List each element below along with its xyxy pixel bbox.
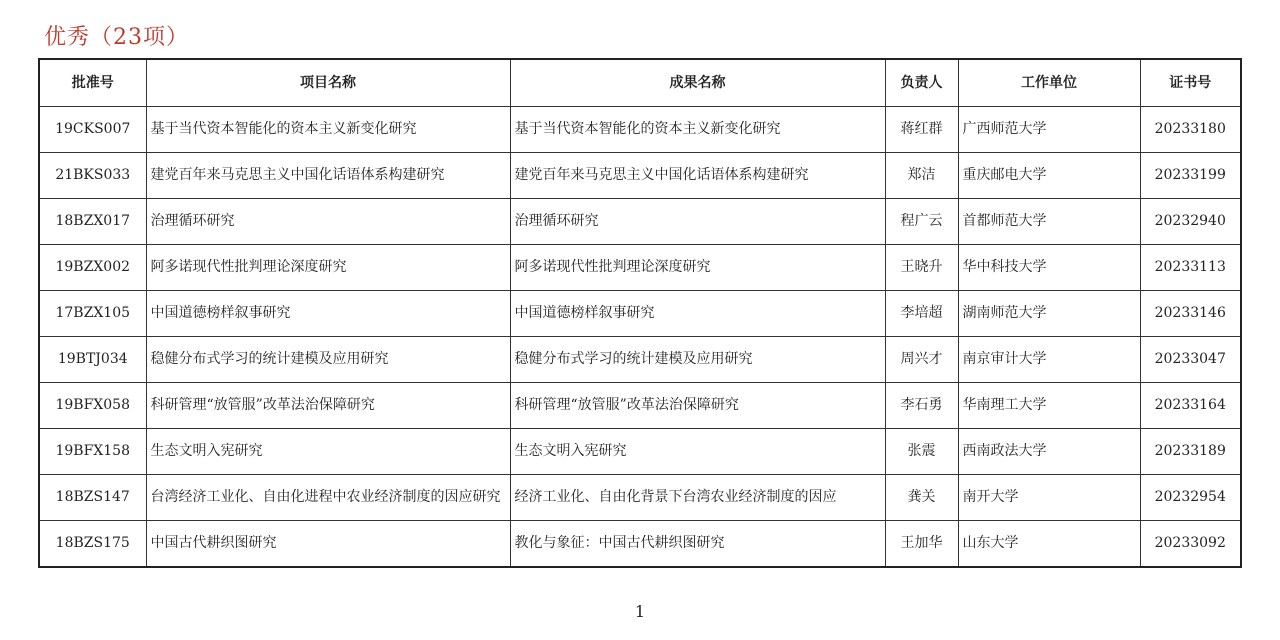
table-row (39, 107, 1241, 153)
page-number: 1 (634, 602, 646, 621)
cell-institution: 山东大学 (958, 521, 1140, 568)
cell-project-name: 稳健分布式学习的统计建模及应用研究 (146, 337, 510, 383)
table-row (39, 291, 1241, 337)
table-row (39, 429, 1241, 475)
table-row (39, 521, 1241, 568)
header-certificate-no: 证书号 (1140, 59, 1241, 107)
cell-project-name: 台湾经济工业化、自由化进程中农业经济制度的因应研究 (146, 475, 510, 521)
cell-approval-no: 18BZS175 (39, 521, 146, 568)
cell-certificate-no: 20233047 (1140, 337, 1241, 383)
cell-approval-no: 19BZX002 (39, 245, 146, 291)
cell-project-name: 中国道德榜样叙事研究 (146, 291, 510, 337)
cell-leader: 王加华 (885, 521, 958, 568)
cell-leader: 蒋红群 (885, 107, 958, 153)
cell-institution: 华中科技大学 (958, 245, 1140, 291)
cell-project-name: 建党百年来马克思主义中国化话语体系构建研究 (146, 153, 510, 199)
table-row (39, 199, 1241, 245)
cell-result-name: 阿多诺现代性批判理论深度研究 (510, 245, 885, 291)
cell-institution: 重庆邮电大学 (958, 153, 1140, 199)
header-result-name: 成果名称 (510, 59, 885, 107)
table-row (39, 383, 1241, 429)
cell-leader: 郑洁 (885, 153, 958, 199)
cell-approval-no: 19BFX158 (39, 429, 146, 475)
cell-certificate-no: 20233180 (1140, 107, 1241, 153)
section-heading: 优秀（23项） (44, 25, 189, 50)
cell-certificate-no: 20232940 (1140, 199, 1241, 245)
table-row (39, 475, 1241, 521)
cell-leader: 李培超 (885, 291, 958, 337)
table-row (39, 337, 1241, 383)
cell-institution: 华南理工大学 (958, 383, 1140, 429)
header-leader: 负责人 (885, 59, 958, 107)
cell-approval-no: 18BZX017 (39, 199, 146, 245)
cell-approval-no: 19BTJ034 (39, 337, 146, 383)
cell-certificate-no: 20233092 (1140, 521, 1241, 568)
cell-result-name: 教化与象征：中国古代耕织图研究 (510, 521, 885, 568)
cell-approval-no: 19BFX058 (39, 383, 146, 429)
cell-institution: 西南政法大学 (958, 429, 1140, 475)
cell-project-name: 生态文明入宪研究 (146, 429, 510, 475)
cell-result-name: 建党百年来马克思主义中国化话语体系构建研究 (510, 153, 885, 199)
cell-institution: 南开大学 (958, 475, 1140, 521)
cell-result-name: 基于当代资本智能化的资本主义新变化研究 (510, 107, 885, 153)
cell-project-name: 中国古代耕织图研究 (146, 521, 510, 568)
cell-project-name: 基于当代资本智能化的资本主义新变化研究 (146, 107, 510, 153)
header-project-name: 项目名称 (146, 59, 510, 107)
cell-institution: 南京审计大学 (958, 337, 1140, 383)
cell-leader: 张震 (885, 429, 958, 475)
cell-certificate-no: 20232954 (1140, 475, 1241, 521)
cell-approval-no: 17BZX105 (39, 291, 146, 337)
cell-leader: 周兴才 (885, 337, 958, 383)
cell-leader: 李石勇 (885, 383, 958, 429)
cell-certificate-no: 20233164 (1140, 383, 1241, 429)
cell-result-name: 稳健分布式学习的统计建模及应用研究 (510, 337, 885, 383)
cell-result-name: 科研管理“放管服”改革法治保障研究 (510, 383, 885, 429)
cell-certificate-no: 20233113 (1140, 245, 1241, 291)
table-row (39, 153, 1241, 199)
cell-project-name: 科研管理“放管服”改革法治保障研究 (146, 383, 510, 429)
cell-result-name: 经济工业化、自由化背景下台湾农业经济制度的因应 (510, 475, 885, 521)
cell-certificate-no: 20233199 (1140, 153, 1241, 199)
cell-result-name: 生态文明入宪研究 (510, 429, 885, 475)
table-header-row (39, 59, 1241, 107)
cell-project-name: 治理循环研究 (146, 199, 510, 245)
cell-approval-no: 18BZS147 (39, 475, 146, 521)
table-row (39, 245, 1241, 291)
cell-leader: 龚关 (885, 475, 958, 521)
cell-approval-no: 19CKS007 (39, 107, 146, 153)
cell-leader: 程广云 (885, 199, 958, 245)
cell-result-name: 治理循环研究 (510, 199, 885, 245)
cell-project-name: 阿多诺现代性批判理论深度研究 (146, 245, 510, 291)
awards-table (38, 58, 1242, 568)
cell-result-name: 中国道德榜样叙事研究 (510, 291, 885, 337)
cell-institution: 首都师范大学 (958, 199, 1140, 245)
cell-institution: 广西师范大学 (958, 107, 1140, 153)
header-approval-no: 批准号 (39, 59, 146, 107)
cell-approval-no: 21BKS033 (39, 153, 146, 199)
cell-certificate-no: 20233146 (1140, 291, 1241, 337)
cell-certificate-no: 20233189 (1140, 429, 1241, 475)
cell-institution: 湖南师范大学 (958, 291, 1140, 337)
cell-leader: 王晓升 (885, 245, 958, 291)
header-institution: 工作单位 (958, 59, 1140, 107)
